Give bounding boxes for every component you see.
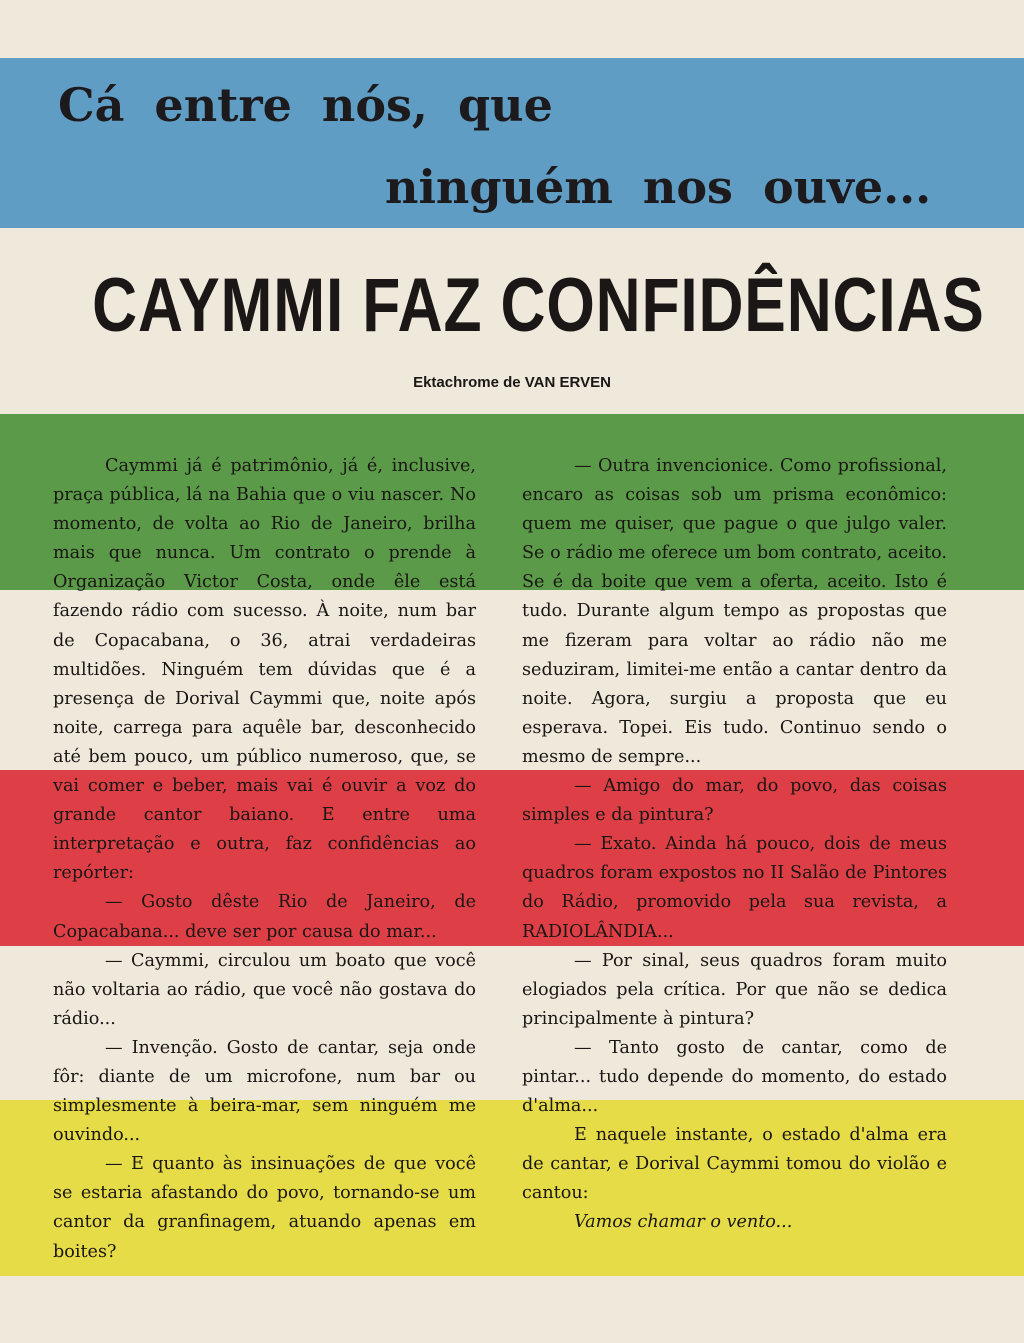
paragraph-dialogue: — Outra invencionice. Como profissional, encaro as coisas sob um prisma econômico: quem me quiser, que pague o que julgo valer. Se o rádio me oferece um bom contrato, aceito. Se é da boite que vem a oferta, aceito. Isto é tudo. Durante algum tempo as propostas que me fizeram para voltar ao rádio não me seduziram, limitei-me então a cantar dentro da noite. Agora, surgiu a proposta que eu esperava. Topei. Eis tudo. Continuo sendo o mesmo de sempre... <box>522 456 947 767</box>
paragraph-dialogue: — Gosto dêste Rio de Janeiro, de Copacabana... deve ser por causa do mar... <box>53 892 476 942</box>
paragraph-dialogue: — Caymmi, circulou um boato que você não voltaria ao rádio, que você não gostava do rádio... <box>53 950 476 1029</box>
paragraph-dialogue: — E quanto às insinuações de que você se estaria afastando do povo, tornando-se um cantor da granfinagem, atuando apenas em boites? <box>53 1154 476 1262</box>
article-right-column <box>522 452 947 1238</box>
paragraph-dialogue: — Amigo do mar, do povo, das coisas simples e da pintura? <box>522 776 947 826</box>
paragraph-dialogue: — Exato. Ainda há pouco, dois de meus quadros foram expostos no II Salão de Pintores do Rádio, promovido pela sua revista, a RADIOLÂNDIA... <box>522 834 947 942</box>
paragraph-dialogue: — Invenção. Gosto de cantar, seja onde fôr: diante de um microfone, num bar ou simplesmente à beira-mar, sem ninguém me ouvindo... <box>53 1037 476 1146</box>
photo-credit: Ektachrome de VAN ERVEN <box>413 374 611 391</box>
paragraph-dialogue: — Por sinal, seus quadros foram muito elogiados pela crítica. Por que não se dedica principalmente à pintura? <box>522 950 947 1029</box>
paragraph-closing: E naquele instante, o estado d'alma era de cantar, e Dorival Caymmi tomou do violão e cantou: <box>522 1125 947 1204</box>
kicker-line-2: ninguém nos ouve... <box>385 160 932 214</box>
kicker-line-1: Cá entre nós, que <box>58 78 553 132</box>
closing-song-text: Vamos chamar o vento... <box>574 1212 793 1233</box>
article-left-column <box>53 452 476 1267</box>
paragraph-intro: Caymmi já é patrimônio, já é, inclusive, praça pública, lá na Bahia que o viu nascer. No momento, de volta ao Rio de Janeiro, brilha mais que nunca. Um contrato o prende à Organização Victor Costa, onde êle está fazendo rádio com sucesso. À noite, num bar de Copacabana, o 36, atrai verdadeiras multidões. Ninguém tem dúvidas que é a presença de Dorival Caymmi que, noite após noite, carrega para aquêle bar, desconhecido até bem pouco, um público numeroso, que, se vai comer e beber, mais vai é ouvir a voz do grande cantor baiano. E entre uma interpretação e outra, faz confidências ao repórter: <box>53 456 476 884</box>
closing-song-line <box>522 1208 947 1237</box>
article-headline: CAYMMI FAZ CONFIDÊNCIAS <box>92 263 985 348</box>
paragraph-dialogue: — Tanto gosto de cantar, como de pintar... tudo depende do momento, do estado d'alma... <box>522 1037 947 1117</box>
